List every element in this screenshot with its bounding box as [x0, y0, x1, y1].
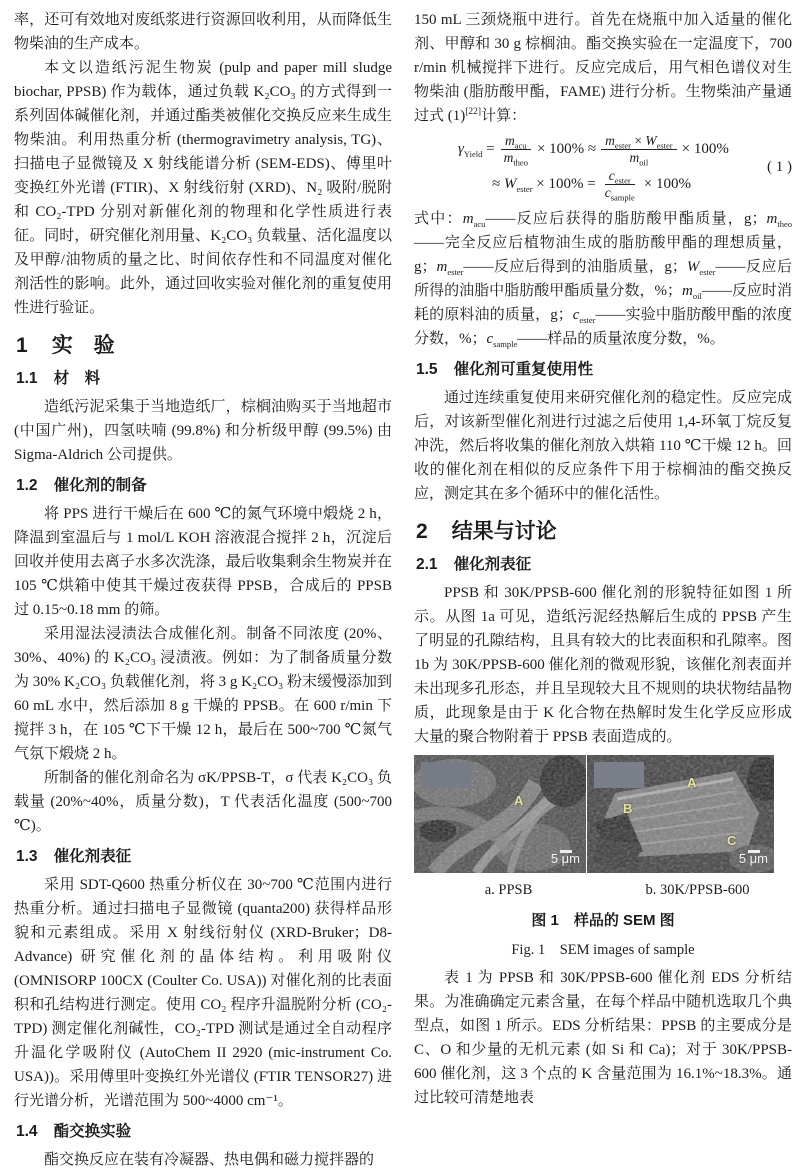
subsection-title: 催化剂可重复使用性 — [453, 361, 594, 379]
section-heading-results — [416, 519, 792, 545]
subsection-title: 催化剂表征 — [53, 848, 132, 865]
subsection-title: 催化剂的制备 — [53, 477, 147, 494]
subsection-heading-materials — [16, 368, 392, 390]
equation-tail: × 100% — [681, 141, 729, 158]
section-title: 实 验 — [51, 334, 115, 357]
equation-lhs-2: ≈ $W_{ester} \times 100\%$ = — [492, 176, 596, 195]
subsection-number: 1.5 — [416, 361, 438, 379]
left-column — [14, 8, 392, 1172]
section-number: 1 — [16, 334, 28, 357]
sem-point-label-a: A — [514, 793, 524, 809]
paragraph-morphology: PPSB 和 30K/PPSB-600 催化剂的形貌特征如图 1 所示。从图 1a 可见，造纸污泥经热解后生成的 PPSB 产生了明显的孔隙结构，且具有较大的比表面积和孔隙率。图 1b 为 30K/PPSB-600 催化剂的微观形貌，该催化剂表面并未出现多孔形态，并且呈现较大且不规则的块状物结晶物质，此现象是由于 K 化合物在热解时发生化学反应形成大量的聚合物附着于 PPSB 表面造成的。 — [414, 585, 792, 746]
subcaption-b: b. 30K/PPSB-600 — [645, 882, 750, 899]
subsection-heading-transesterification — [16, 1121, 392, 1143]
paragraph-reusability: 通过连续重复使用来研究催化剂的稳定性。反应完成后，对该新型催化剂进行过滤之后使用 1,4-环氧丁烷反复冲洗，然后将收集的催化剂放入烘箱 110 ℃干燥 12 h。回收的催化剂在相似的反应条件下用于棕榈油的酯交换反应，测定其在多个循环中的催化活性。 — [414, 390, 792, 503]
fraction-cester-csample: $\frac{c_{ester}}{c_{sample}}$ — [604, 168, 635, 203]
paragraph-prep-3: 所制备的催化剂命名为 σK/PPSB-T，σ 代表 K₂CO₃ 负载量 (20%~40%，质量分数)，T 代表活化温度 (500~700 ℃)。 — [14, 770, 392, 834]
equation-1 — [414, 133, 792, 203]
equation-tail-2: × 100% — [643, 176, 691, 193]
subcaption-a: a. PPSB — [484, 882, 533, 899]
subsection-number: 1.2 — [16, 477, 38, 494]
equation-number: ( 1 ) — [767, 158, 792, 175]
paragraph-characterization: 采用 SDT-Q600 热重分析仪在 30~700 ℃范围内进行热重分析。通过扫描电子显微镜 (quanta200) 获得样品形貌和元素组成。采用 X 射线衍射仪 (XRD-Bruker；D8-Advance) 研究催化剂的晶体结构。利用吸附仪 (OMNISORP 100CX (Coulter Co. USA)) 对催化剂的比表面积和孔结构进行测定。使用 CO₂ 程序升温脱附分析 (CO₂-TPD) 测定催化剂碱性，CO₂-TPD 测试是通过全自动程序升温化学吸附仪 (AutoChem II 2920 (mic-instrument Co. USA))。采用傅里叶变换红外光谱仪 (FTIR TENSOR27) 进行光谱分析，光谱范围为 500~4000 cm⁻¹。 — [14, 877, 392, 1109]
fraction-mester-moil: $\frac{m_{ester} \times W_{ester}}{m_{oil}}$ — [601, 133, 676, 165]
section-number: 2 — [416, 520, 428, 544]
subsection-heading-catalyst-prep — [16, 475, 392, 497]
sem-point-label-a: A — [687, 775, 697, 791]
figure-caption-en: Fig. 1 SEM images of sample — [511, 942, 695, 959]
subsection-title: 催化剂表征 — [453, 556, 532, 574]
subsection-number: 1.1 — [16, 370, 38, 387]
figure-caption-zh: 图 1 样品的 SEM 图 — [531, 912, 675, 930]
sem-image-row — [414, 755, 792, 873]
figure-1 — [414, 755, 792, 962]
subsection-title: 酯交换实验 — [53, 1123, 132, 1140]
paragraph-where: 式中：$m_{acu}——$反应后获得的脂肪酸甲酯质量，g；$m_{theo}——$完全反应后植物油生成的脂肪酸甲酯的理想质量，g；$m_{ester}——$反应后得到的油脂质量，g；$W_{ester}——$反应后所得的油脂中脂肪酸甲酯质量分数，%；$m_{oil}——$反应时消耗的原料油的质量，g；$c_{ester}——$实验中脂肪酸甲酯的浓度分数，%；$c_{sample}——$样品的质量浓度分数，%。 — [414, 211, 792, 350]
subsection-number: 2.1 — [416, 556, 438, 574]
fraction-macu-mtheo: $\frac{m_{acu}}{m_{theo}}$ — [500, 133, 532, 165]
sem-point-label-c: C — [727, 833, 737, 849]
paragraph-intro: 本文以造纸污泥生物炭 (pulp and paper mill sludge biochar, PPSB) 作为载体，通过负载 K₂CO₃ 的方式得到一系列固体碱催化剂，并通过酯类被催化交换反应来生成生物柴油。利用热重分析 (thermogravimetry analysis, TG)、扫描电子显微镜及 X 射线能谱分析 (SEM-EDS)、傅里叶变换红外光谱 (FTIR)、X 射线衍射 (XRD)、N₂ 吸附/脱附和 CO₂-TPD 分别对新催化剂的物理和化学性质进行表征。同时，研究催化剂用量、K₂CO₃ 负载量、活化温度以及甲醇/油物质的量之比、时间依存性和不同温度对催化剂活性的影响。此外，通过回收实验对催化剂的重复使用性进行验证。 — [14, 60, 392, 316]
subsection-number: 1.4 — [16, 1123, 38, 1140]
paragraph-eds: 表 1 为 PPSB 和 30K/PPSB-600 催化剂 EDS 分析结果。为准确确定元素含量，在每个样品中随机选取几个典型点，如图 1 所示。EDS 分析结果：PPSB 的主要成分是 C、O 和少量的无机元素 (如 Si 和 Ca)；对于 30K/PPSB-600 催化剂，这 3 个点的 K 含量范围为 16.1%~18.3%。通过比较可清楚地表 — [414, 970, 792, 1107]
paragraph-prep-1: 将 PPS 进行干燥后在 600 ℃的氮气环境中煅烧 2 h，降温到室温后与 1 mol/L KOH 溶液混合搅拌 2 h，沉淀后回收并使用去离子水多次洗涤，最后收集剩余生物炭并在 105 ℃烘箱中使其干燥过夜获得 PPSB，合成后的 PPSB 过 0.15~0.18 mm 的筛。 — [14, 506, 392, 618]
scale-text: 5 μm — [550, 851, 580, 867]
equation-line-2 — [492, 168, 752, 203]
paragraph-transesterification: 酯交换反应在装有冷凝器、热电偶和磁力搅拌器的 — [44, 1152, 375, 1168]
paragraph-prep-2: 采用湿法浸渍法合成催化剂。制备不同浓度 (20%、30%、40%) 的 K₂CO₃ 浸渍液。例如：为了制备质量分数为 30% K₂CO₃ 负载催化剂，将 3 g K₂CO₃ 粉末缓慢添加到 60 mL 水中，然后添加 8 g 干燥的 PPSB。在 600 r/min 下搅拌 3 h，在 105 ℃下干燥 12 h，最后在 500~700 ℃氮气气氛下煅烧 2 h。 — [14, 626, 393, 762]
section-title: 结果与讨论 — [451, 520, 557, 544]
right-column — [414, 8, 792, 1172]
sem-image-ppsb — [414, 755, 586, 873]
subsection-heading-reusability — [416, 359, 792, 381]
paragraph-continuation: 率，还可有效地对废纸浆进行资源回收利用，从而降低生物柴油的生产成本。 — [14, 12, 392, 52]
scale-text: 5 μm — [738, 851, 768, 867]
subsection-number: 1.3 — [16, 848, 38, 865]
sem-subcaptions — [414, 878, 792, 902]
subsection-heading-catalyst-char — [416, 554, 792, 576]
sem-point-label-b: B — [623, 801, 633, 817]
paragraph-flask: 150 mL 三颈烧瓶中进行。首先在烧瓶中加入适量的催化剂、甲醇和 30 g 棕榈油。酯交换实验在一定温度下，700 r/min 机械搅拌下进行。反应完成后，用气相色谱仪对生物柴油 (脂肪酸甲酯，FAME) 进行分析。生物柴油产量通过式 (1)[22]计算： — [414, 12, 792, 124]
equation-mid: × 100% ≈ — [536, 141, 597, 158]
equation-lhs: $\gamma_{Yield}$ = — [458, 141, 495, 160]
sem-image-30k-ppsb-600 — [587, 755, 774, 873]
section-heading-experiment — [16, 333, 392, 359]
subsection-title: 材 料 — [53, 370, 101, 387]
subsection-heading-characterization — [16, 846, 392, 868]
equation-line-1 — [458, 133, 752, 168]
paragraph-materials: 造纸污泥采集于当地造纸厂，棕榈油购买于当地超市 (中国广州)，四氢呋喃 (99.8%) 和分析级甲醇 (99.5%) 由 Sigma-Aldrich 公司提供。 — [14, 399, 392, 463]
